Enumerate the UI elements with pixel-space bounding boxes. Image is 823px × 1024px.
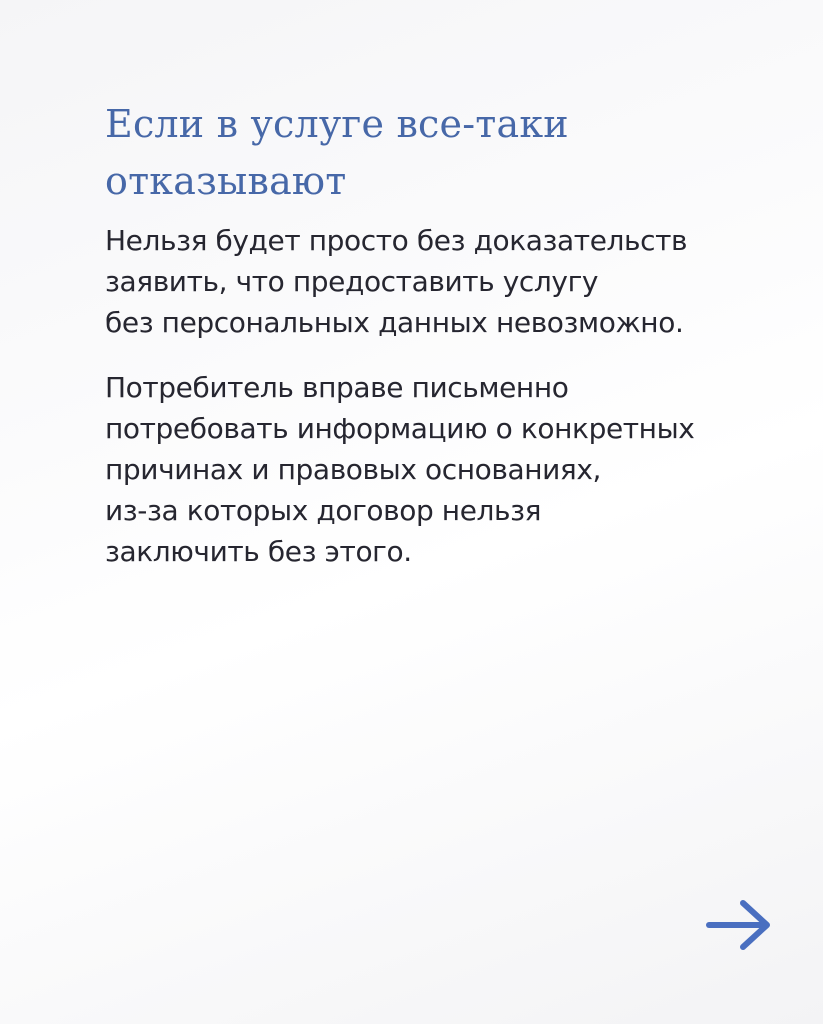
body-paragraph (105, 367, 805, 572)
body-line: потребовать информацию о конкретных (105, 412, 695, 445)
slide-title-line: Если в услуге все-таки (105, 102, 569, 146)
next-slide-button[interactable] (705, 897, 773, 953)
slide-title-line: отказывают (105, 159, 347, 203)
body-line: Потребитель вправе письменно (105, 371, 569, 404)
body-paragraph (105, 220, 805, 343)
arrow-right-icon (705, 897, 773, 953)
body-line: причинах и правовых основаниях, (105, 453, 602, 486)
body-line: из-за которых договор нельзя (105, 494, 542, 527)
body-line: Нельзя будет просто без доказательств (105, 224, 688, 257)
slide-title (105, 96, 785, 210)
body-line: заявить, что предоставить услугу (105, 265, 599, 298)
body-line: заключить без этого. (105, 535, 412, 568)
body-line: без персональных данных невозможно. (105, 306, 684, 339)
